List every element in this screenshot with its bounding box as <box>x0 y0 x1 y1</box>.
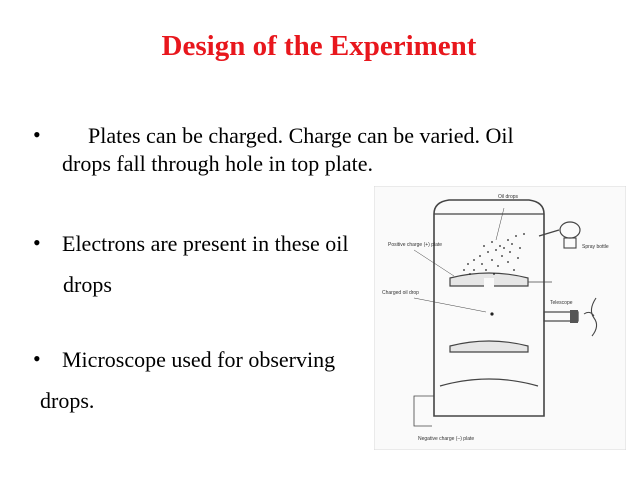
label-positive-plate: Positive charge (+) plate <box>388 242 443 248</box>
bullet-marker: • <box>33 346 41 371</box>
label-oil-drops: Oil drops <box>498 194 519 200</box>
bullet-1-line-1: Plates can be charged. Charge can be varied. Oil <box>88 123 514 148</box>
label-charged-drop: Charged oil drop <box>382 290 419 296</box>
page-title: Design of the Experiment <box>161 30 477 62</box>
label-negative-plate: Negative charge (–) plate <box>418 436 475 442</box>
label-spray-bottle: Spray bottle <box>582 244 609 250</box>
bullet-3-line-1: Microscope used for observing <box>62 347 336 372</box>
bullet-3-line-2: drops. <box>40 388 95 413</box>
apparatus-diagram <box>374 186 626 450</box>
bullet-1-line-2: drops fall through hole in top plate. <box>62 151 373 176</box>
bullet-marker: • <box>33 230 41 255</box>
bullet-2-line-2: drops <box>63 272 112 297</box>
millikan-apparatus-figure <box>374 186 626 450</box>
bullet-marker: • <box>33 122 41 147</box>
label-telescope: Telescope <box>550 300 573 306</box>
bullet-2-line-1: Electrons are present in these oil <box>62 231 349 256</box>
charged-oil-drop <box>490 312 493 315</box>
